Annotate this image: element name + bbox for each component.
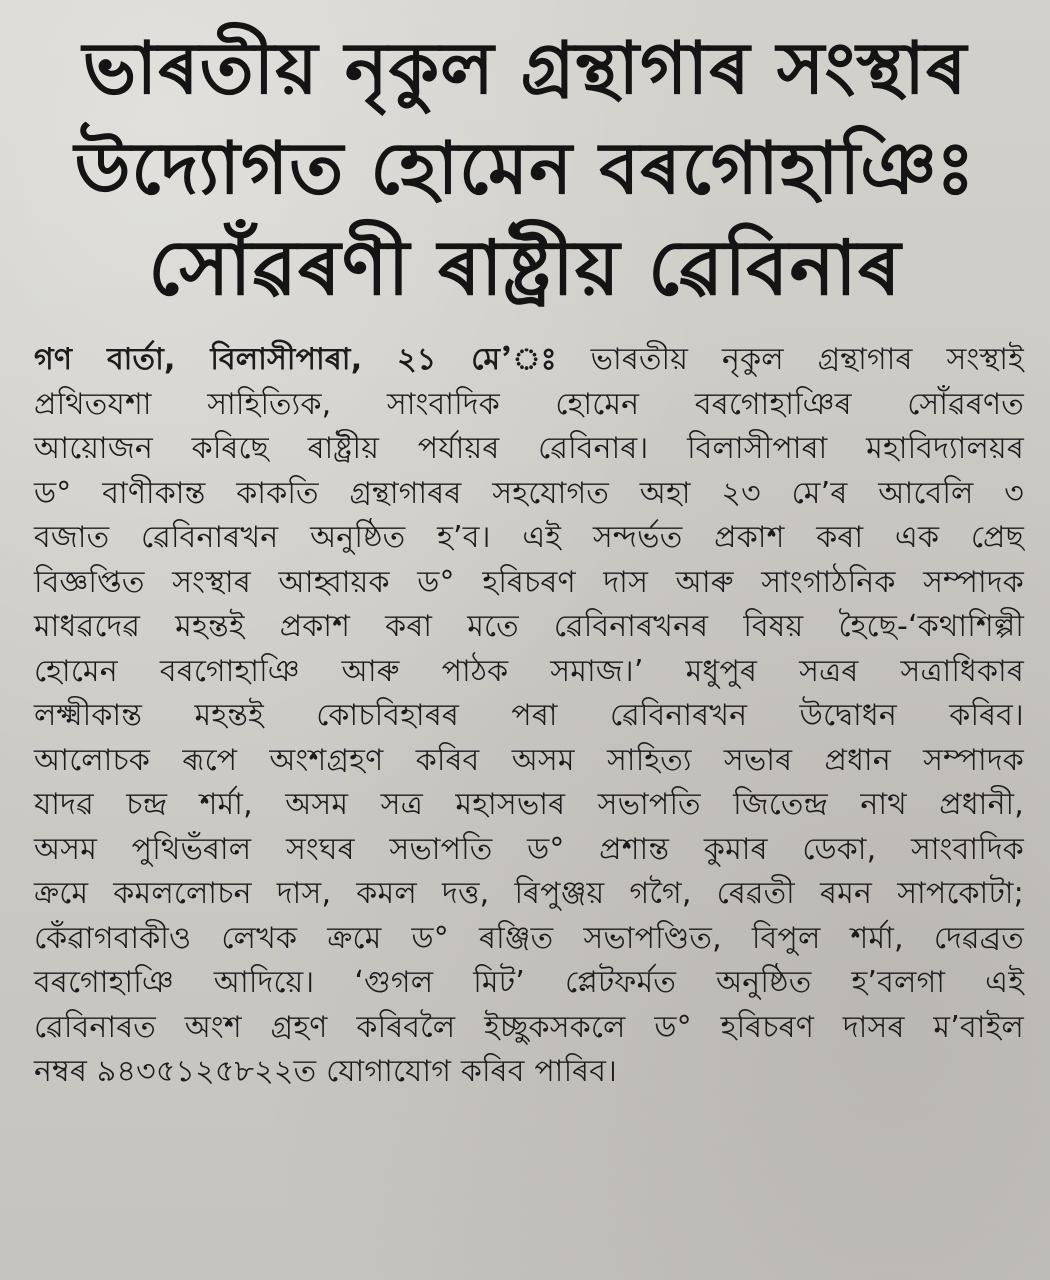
body-line: আলোচক ৰূপে অংশগ্ৰহণ কৰিব অসম সাহিত্য সভাৰ প্ৰধান সম্পাদক xyxy=(34,742,1024,778)
body-line: কেঁৱাগবাকীও লেখক ক্ৰমে ড° ৰঞ্জিত সভাপণ্ডিত, বিপুল শৰ্মা, দেৱব্ৰত xyxy=(34,920,1024,956)
body-line: বিজ্ঞপ্তিত সংস্থাৰ আহ্বায়ক ড° হৰিচৰণ দাস আৰু সাংগাঠনিক সম্পাদক xyxy=(34,564,1024,600)
body-line: ড° বাণীকান্ত কাকতি গ্ৰন্থাগাৰৰ সহযোগত অহা ২৩ মে’ৰ আবেলি ৩ xyxy=(34,475,1024,511)
headline-line-2: উদ্যোগত হোমেন বৰগোহাঞিঃ xyxy=(74,126,976,210)
body-line: প্ৰথিতযশা সাহিত্যিক, সাংবাদিক হোমেন বৰগোহাঞিৰ সোঁৱৰণত xyxy=(34,386,1024,422)
body-line: হোমেন বৰগোহাঞি আৰু পাঠক সমাজ।’ মধুপুৰ সত্ৰৰ সত্ৰাধিকাৰ xyxy=(34,653,1024,689)
article-body xyxy=(34,338,1024,1095)
body-line: লক্ষ্মীকান্ত মহন্তই কোচবিহাৰৰ পৰা ৱেবিনাৰখন উদ্বোধন কৰিব। xyxy=(34,698,1024,733)
body-line: আয়োজন কৰিছে ৰাষ্ট্ৰীয় পৰ্যায়ৰ ৱেবিনাৰ। বিলাসীপাৰা মহাবিদ্যালয়ৰ xyxy=(34,431,1024,466)
dateline: গণ বাৰ্তা, বিলাসীপাৰা, ২১ মে’ঃ xyxy=(34,342,557,377)
body-text-fragment: ভাৰতীয় নৃকুল গ্ৰন্থাগাৰ সংস্থাই xyxy=(590,342,1024,377)
headline xyxy=(14,18,1036,318)
body-line: ক্ৰমে কমললোচন দাস, কমল দত্ত, ৰিপুঞ্জয় গগৈ, ৰেৱতী ৰমন সাপকোটা; xyxy=(34,876,1024,911)
body-line: বৰগোহাঞি আদিয়ে। ‘গুগল মিট’ প্লেটফৰ্মত অনুষ্ঠিত হ’বলগা এই xyxy=(34,965,1024,1000)
body-line: অসম পুথিভঁৰাল সংঘৰ সভাপতি ড° প্ৰশান্ত কুমাৰ ডেকা, সাংবাদিক xyxy=(34,831,1024,867)
body-line: ৱেবিনাৰত অংশ গ্ৰহণ কৰিবলৈ ইচ্ছুকসকলে ড° হৰিচৰণ দাসৰ ম’বাইল xyxy=(34,1009,1024,1045)
body-line: মাধৱদেৱ মহন্তই প্ৰকাশ কৰা মতে ৱেবিনাৰখনৰ বিষয় হৈছে-‘কথাশিল্পী xyxy=(34,609,1024,644)
headline-line-1: ভাৰতীয় নৃকুল গ্ৰন্থাগাৰ সংস্থাৰ xyxy=(82,26,968,110)
body-line: বজাত ৱেবিনাৰখন অনুষ্ঠিত হ’ব। এই সন্দৰ্ভত প্ৰকাশ কৰা এক প্ৰেছ xyxy=(34,520,1024,555)
body-line: নম্বৰ ৯৪৩৫১২৫৮২২ত যোগাযোগ কৰিব পাৰিব। xyxy=(34,1054,618,1089)
body-line: যাদৱ চন্দ্ৰ শৰ্মা, অসম সত্ৰ মহাসভাৰ সভাপতি জিতেন্দ্ৰ নাথ প্ৰধানী, xyxy=(34,787,1024,822)
body-line xyxy=(34,338,1024,383)
headline-line-3: সোঁৱৰণী ৰাষ্ট্ৰীয় ৱেবিনাৰ xyxy=(148,223,902,312)
